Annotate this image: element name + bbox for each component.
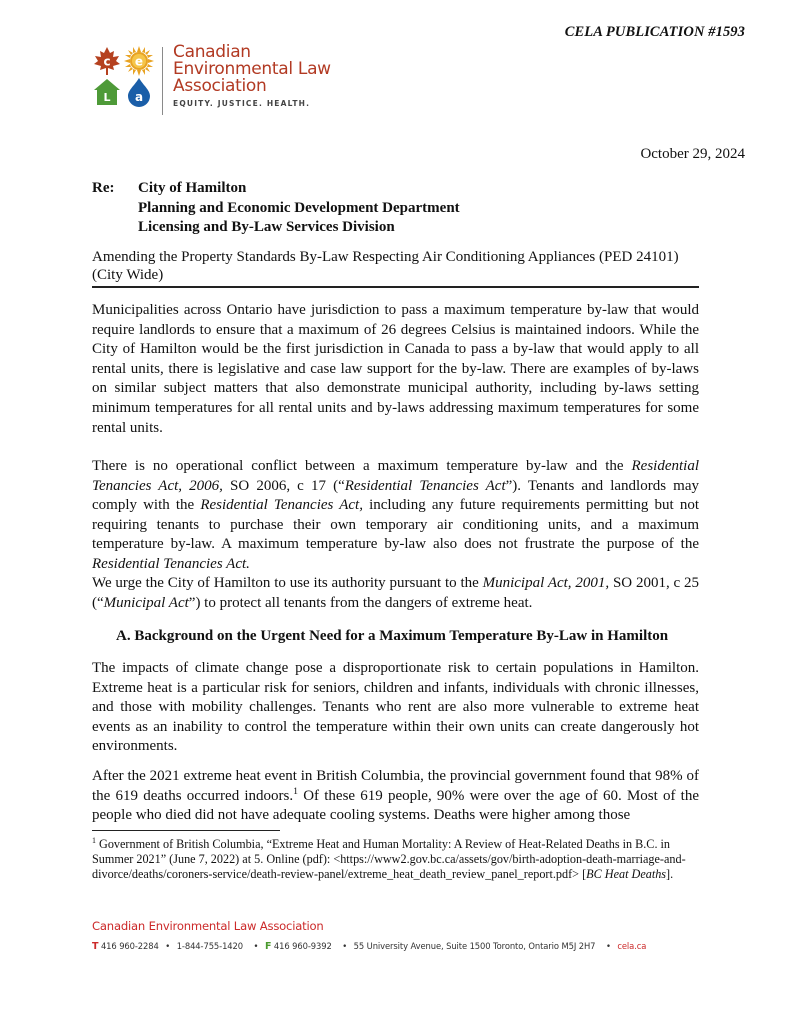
logo-divider [162,47,163,115]
bullet-separator: • [342,941,348,951]
house-icon [92,77,122,107]
footnote-number: 1 [92,835,96,845]
text-run: After the 2021 extreme heat event in British Columbia, the provincial government found that 98% of the 619 deaths occurred indoors. [92,768,699,804]
paragraph-1: Municipalities across Ontario have jurisdiction to pass a maximum temperature by-law that would require landlords to ensure that a maximum of 26 degrees Celsius is maintained indoors. While the City of Hamilton would be the first jurisdiction in Canada to pass a by-law that would apply to all rental units, there is legislative and case law support for the by-law. There are examples of by-laws on similar subject matters that also demonstrate municipal authority, including by-laws setting minimum temperatures for all rental units and by-laws addressing maximum temperatures for some rental units. [92,302,699,436]
logo-tiles [92,46,154,107]
recipient-line: Planning and Economic Development Department [138,199,460,216]
text-run: including any future requirements permitting but not requiring tenants to purchase their own temporary air conditioning units, and a maximum temperature by-law. A maximum temperature by-law also does not frustrate the purpose of the [92,497,699,553]
re-block [92,179,460,238]
act-title: Municipal Act [103,594,189,611]
act-title: Municipal Act, 2001, [482,575,610,591]
website-link[interactable]: cela.ca [617,941,647,951]
subject-divider [92,286,699,288]
publication-number: CELA PUBLICATION #1593 [564,24,745,40]
address: 55 University Avenue, Suite 1500 Toronto, Ontario M5J 2H7 [353,941,596,951]
footnote-text-end: ]. [666,867,674,882]
sun-icon [124,46,154,76]
footer-org-name: Canadian Environmental Law Association [92,919,324,933]
text-run: SO 2001, c 25 (“ [92,575,699,611]
subject-line-2: (City Wide) [92,266,164,283]
paragraph-5 [92,767,699,826]
footnote-text: Government of British Columbia, “Extreme Heat and Human Mortality: A Review of Heat-Related Deaths in B.C. in Summer 2021” (June 7, 2022) at 5. Online (pdf): <https://www2.gov.bc.ca/assets/gov/birth-adoption-death-marriage-and-divorce/deaths/coroners-service/death-review-panel/extreme_heat_death_review_panel_report.pdf> [ [92,837,686,882]
section-heading-a: A. Background on the Urgent Need for a Maximum Temperature By-Law in Hamilton [116,628,669,644]
svg-text:e: e [134,54,144,69]
svg-text:L: L [103,91,111,104]
fax-label: F [264,941,272,952]
phone-number: 416 960-2284 [100,941,159,951]
logo-line-2: Environmental Law [173,59,331,79]
act-title: Residential Tenancies Act, [200,497,363,514]
recipient-lines [138,179,460,238]
bullet-separator: • [165,941,171,951]
text-run: Of these 619 people, 90% were over the age of 60. Most of the people who died did not have adequate cooling systems. Deaths were higher among those [92,787,699,824]
tollfree-number: 1-844-755-1420 [176,941,243,951]
footnote-1 [92,837,712,883]
footnote-ref[interactable]: 1 [293,785,299,797]
svg-text:a: a [134,90,144,104]
water-drop-icon [124,77,154,107]
text-run: We urge the City of Hamilton to use its authority pursuant to the [92,575,483,591]
text-run: SO 2006, c 17 (“ [222,477,345,494]
paragraph-2 [92,457,699,575]
footnote-divider [92,830,280,831]
text-run: ”). Tenants and landlords may comply with the [92,477,699,514]
paragraph-3 [92,574,699,613]
text-run: There is no operational conflict between a maximum temperature by-law and the [92,458,632,474]
letter-date: October 29, 2024 [640,146,745,162]
subject-line-1: Amending the Property Standards By-Law Respecting Air Conditioning Appliances (PED 24101) [92,249,679,265]
bullet-separator: • [253,941,259,951]
footnote-short-title: BC Heat Deaths [586,867,667,882]
recipient-line: Licensing and By-Law Services Division [138,219,395,235]
logo-line-1: Canadian [173,42,251,62]
maple-leaf-icon [92,46,122,76]
act-title: Residential Tenancies Act. [92,555,250,572]
recipient-line: City of Hamilton [138,180,247,196]
subject-line [92,249,742,284]
bullet-separator: • [605,941,611,951]
logo-wordmark [173,44,331,108]
logo-line-3: Association [173,76,267,96]
phone-label: T [92,941,99,952]
logo-tagline: EQUITY. JUSTICE. HEALTH. [173,99,311,108]
act-title: Residential Tenancies Act, 2006, [92,458,699,494]
fax-number: 416 960-9392 [273,941,332,951]
paragraph-4: The impacts of climate change pose a disproportionate risk to certain populations in Hamilton. Extreme heat is a particular risk for seniors, children and infants, individuals with chronic illnesses, and those with mobility challenges. Tenants who rent are also more vulnerable to extreme heat events as an inability to control the temperature within their own units can create dangerously hot environments. [92,660,699,755]
cela-logo [92,42,331,115]
footer-contact [92,941,646,952]
re-label: Re: [92,180,115,196]
text-run: ”) to protect all tenants from the dangers of extreme heat. [188,594,533,611]
svg-text:c: c [103,54,111,69]
act-title: Residential Tenancies Act [344,477,506,494]
